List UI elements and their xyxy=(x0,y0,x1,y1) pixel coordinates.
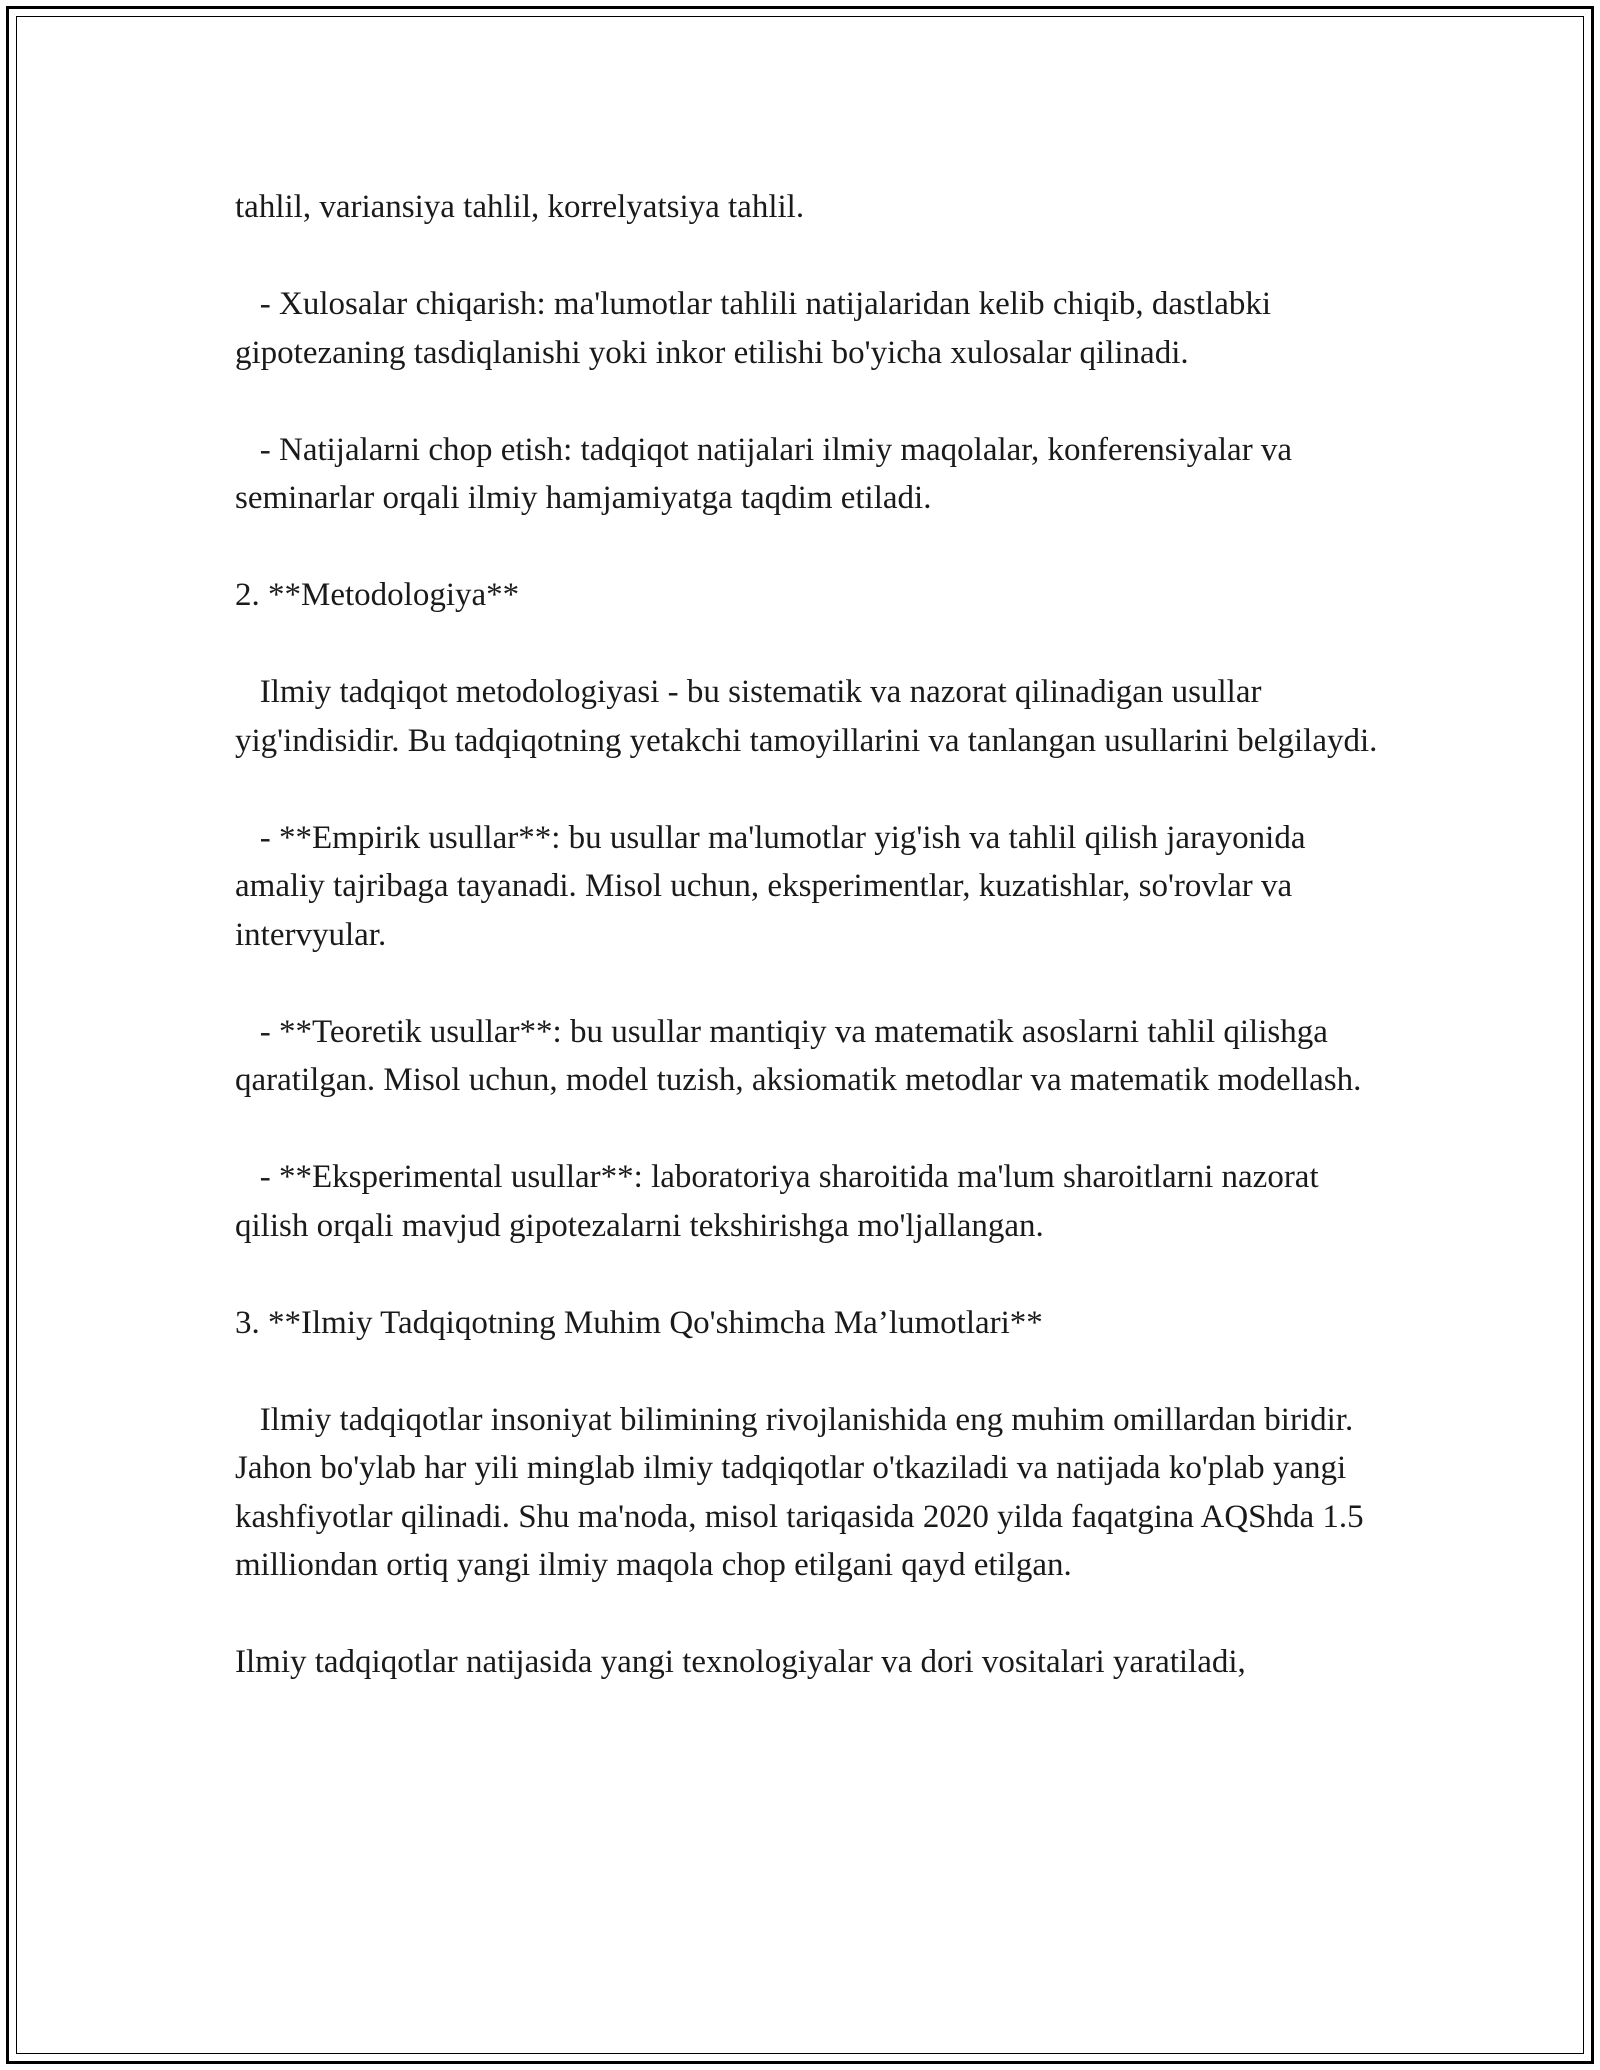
paragraph-conclusions: - Xulosalar chiqarish: ma'lumotlar tahlili natijalaridan kelib chiqib, dastlabki gipotezaning tasdiqlanishi yoki inkor etilishi bo'yicha xulosalar qilinadi. xyxy=(235,286,1280,371)
paragraph-experimental-methods: - **Eksperimental usullar**: laboratoriya sharoitida ma'lum sharoitlarni nazorat qilish orqali mavjud gipotezalarni tekshirishga mo'ljallangan. xyxy=(235,1159,1327,1244)
paragraph-empirical-methods: - **Empirik usullar**: bu usullar ma'lumotlar yig'ish va tahlil qilish jarayonida amaliy tajribaga tayanadi. Misol uchun, eksperimentlar, kuzatishlar, so'rovlar va intervyular. xyxy=(235,819,1314,953)
paragraph-methodology-intro: Ilmiy tadqiqot metodologiyasi - bu sistematik va nazorat qilinadigan usullar yig'indisidir. Bu tadqiqotning yetakchi tamoyillarini va tanlangan usullarini belgilaydi. xyxy=(235,674,1378,759)
paragraph-publishing-results: - Natijalarni chop etish: tadqiqot natijalari ilmiy maqolalar, konferensiyalar va seminarlar orqali ilmiy hamjamiyatga taqdim etiladi. xyxy=(235,431,1301,516)
heading-additional-info: 3. **Ilmiy Tadqiqotning Muhim Qo'shimcha Ma’lumotlari** xyxy=(235,1304,1043,1341)
paragraph-technologies: Ilmiy tadqiqotlar natijasida yangi texnologiyalar va dori vositalari yaratiladi, xyxy=(235,1644,1246,1680)
heading-methodology: 2. **Metodologiya** xyxy=(235,577,520,613)
paragraph-theoretical-methods: - **Teoretik usullar**: bu usullar mantiqiy va matematik asoslarni tahlil qilishga qaratilgan. Misol uchun, model tuzish, aksiomatik metodlar va matematik modellash. xyxy=(235,1013,1362,1098)
document-body xyxy=(235,183,1385,1687)
paragraph-research-importance: Ilmiy tadqiqotlar insoniyat bilimining rivojlanishida eng muhim omillardan biridir. Jahon bo'ylab har yili minglab ilmiy tadqiqotlar o'tkaziladi va natijada ko'plab yangi kashfiyotlar qilinadi. Shu ma'noda, misol tariqasida 2020 yilda faqatgina AQShda 1.5 milliondan ortiq yangi ilmiy maqola chop etilgani qayd etilgan. xyxy=(235,1401,1372,1583)
paragraph-analysis-methods: tahlil, variansiya tahlil, korrelyatsiya tahlil. xyxy=(235,189,805,225)
